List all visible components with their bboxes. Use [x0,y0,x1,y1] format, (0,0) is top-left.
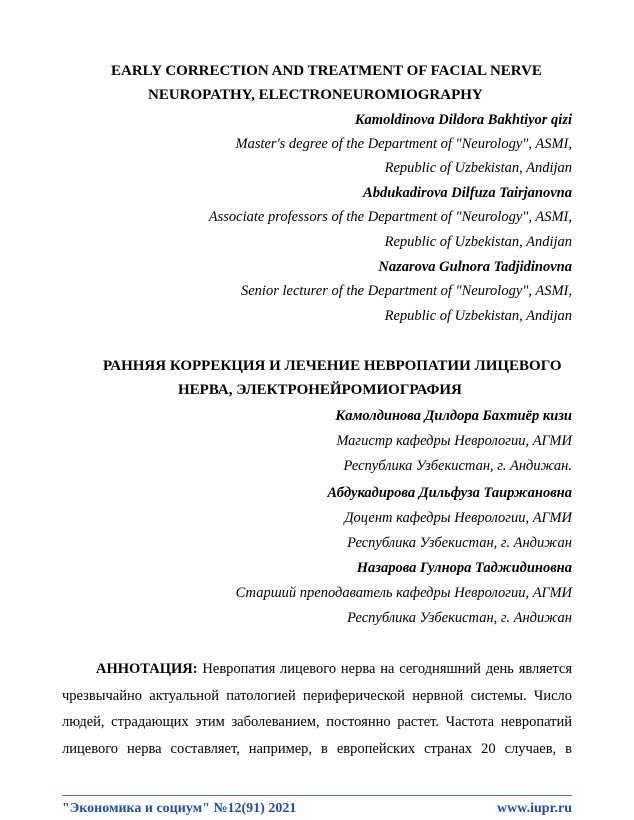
en-author-2-position: Associate professors of the Department of "Neurology", ASMI, [208,209,572,225]
ru-author-1-position: Магистр кафедры Неврологии, АГМИ [336,433,572,449]
en-author-3-name: Nazarova Gulnora Tadjidinovna [378,259,572,275]
en-author-2-name: Abdukadirova Dilfuza Tairjanovna [363,185,572,201]
abstract-line-1 [62,656,572,683]
en-title-line-1: EARLY CORRECTION AND TREATMENT OF FACIAL NERVE [111,63,542,79]
abstract-line-3: людей, страдающих этим заболеванием, постоянно растет. Частота невропатий [62,714,572,730]
abstract-line-2: чрезвычайно актуальной патологией периферической нервной системы. Число [62,687,572,704]
ru-title-line-1: РАННЯЯ КОРРЕКЦИЯ И ЛЕЧЕНИЕ НЕВРОПАТИИ ЛИЦЕВОГО [103,358,562,374]
ru-author-2-position: Доцент кафедры Неврологии, АГМИ [344,510,572,526]
footer-website[interactable]: www.iupr.ru [497,801,572,816]
ru-author-3-location: Республика Узбекистан, г. Андижан [347,610,572,626]
abstract [62,656,572,762]
footer-divider [62,795,572,796]
en-author-3-position: Senior lecturer of the Department of "Neurology", ASMI, [241,283,572,299]
en-author-3-location: Republic of Uzbekistan, Andijan [384,308,572,324]
en-author-1-position: Master's degree of the Department of "Neurology", ASMI, [235,136,572,152]
abstract-label: АННОТАЦИЯ: [96,661,198,677]
ru-author-1-location: Республика Узбекистан, г. Андижан. [343,458,572,474]
en-author-1-location: Republic of Uzbekistan, Andijan [384,160,572,176]
ru-author-1-name: Камолдинова Дилдора Бахтиёр кизи [335,408,572,424]
abstract-line-4: лицевого нерва составляет, например, в европейских странах 20 случаев, в [62,740,572,757]
en-author-1-name: Kamoldinova Dildora Bakhtiyor qizi [354,112,572,128]
ru-author-2-name: Абдукадирова Дильфуза Таиржановна [327,485,572,501]
en-author-2-location: Republic of Uzbekistan, Andijan [384,234,572,250]
ru-author-3-position: Старший преподаватель кафедры Неврологии, АГМИ [235,585,572,601]
ru-author-3-name: Назарова Гулнора Таджидиновна [356,560,572,576]
ru-title-line-2: НЕРВА, ЭЛЕКТРОНЕЙРОМИОГРАФИЯ [178,382,462,398]
ru-author-2-location: Республика Узбекистан, г. Андижан [347,535,572,551]
footer-journal: "Экономика и социум" №12(91) 2021 [62,801,297,816]
en-title-line-2: NEUROPATHY, ELECTRONEUROMIOGRAPHY [148,87,483,103]
abstract-text-1: Невропатия лицевого нерва на сегодняшний день является [202,661,572,677]
